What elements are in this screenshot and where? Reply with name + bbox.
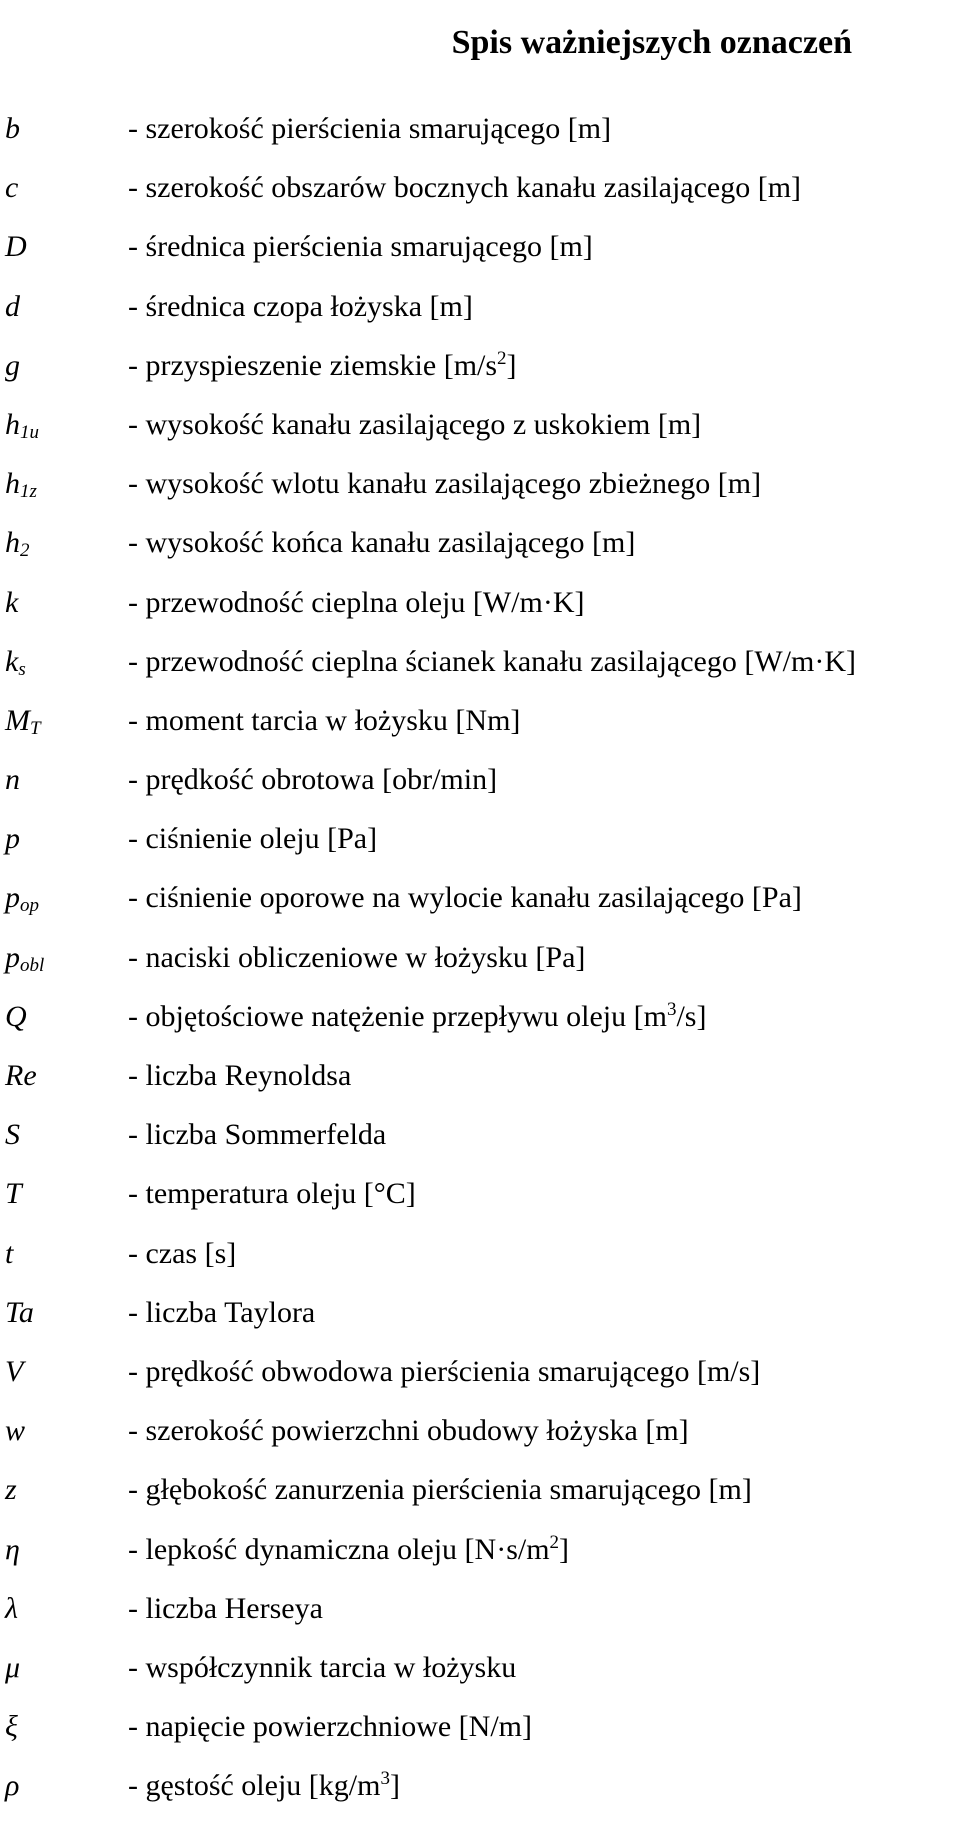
symbol-list xyxy=(0,109,960,1825)
symbol-description xyxy=(128,878,802,918)
description-suffix: ] xyxy=(559,1532,570,1566)
symbol-base: b xyxy=(5,112,20,145)
description-text: - liczba Taylora xyxy=(128,1295,316,1329)
symbol-subscript: s xyxy=(18,658,26,680)
description-text: - moment tarcia w łożysku [Nm] xyxy=(128,703,521,737)
symbol xyxy=(0,287,128,327)
symbol-base: w xyxy=(5,1414,26,1448)
symbol xyxy=(0,819,128,859)
symbol-subscript: T xyxy=(30,717,41,739)
description-text: - objętościowe natężenie przepływu oleju [m xyxy=(128,999,667,1033)
symbol-base: t xyxy=(5,1236,14,1270)
symbol xyxy=(0,523,128,563)
description-text: - ciśnienie oleju [Pa] xyxy=(128,822,378,856)
symbol-base: k xyxy=(5,585,19,619)
description-text: - naciski obliczeniowe w łożysku [Pa] xyxy=(128,940,586,974)
symbol-base: μ xyxy=(5,1650,21,1684)
symbol-description xyxy=(128,168,801,208)
symbol-description xyxy=(128,997,706,1037)
symbol-description xyxy=(128,346,517,386)
symbol-base: Q xyxy=(5,999,27,1033)
symbol xyxy=(0,878,128,918)
symbol-base: h xyxy=(5,407,20,441)
description-text: - prędkość obwodowa pierścienia smarującego [m/s] xyxy=(128,1354,761,1388)
symbol-row xyxy=(0,642,960,701)
page-title: Spis ważniejszych oznaczeń xyxy=(451,23,852,61)
symbol-description xyxy=(128,760,497,800)
symbol xyxy=(0,760,128,800)
symbol-description xyxy=(128,1411,689,1451)
symbol-description xyxy=(128,819,377,859)
description-text: - wysokość kanału zasilającego z uskokiem [m] xyxy=(128,407,702,441)
symbol-row xyxy=(0,938,960,997)
symbol-base: T xyxy=(5,1177,22,1211)
description-text: - liczba Sommerfelda xyxy=(128,1118,387,1152)
symbol xyxy=(0,1115,128,1155)
description-text: - ciśnienie oporowe na wylocie kanału zasilającego [Pa] xyxy=(128,881,802,915)
symbol-row xyxy=(0,1766,960,1825)
symbol-base: Ta xyxy=(5,1295,34,1329)
symbol-description xyxy=(128,701,520,741)
symbol xyxy=(0,938,128,978)
symbol-subscript: op xyxy=(20,895,39,917)
symbol xyxy=(0,1174,128,1214)
symbol-description xyxy=(128,1589,323,1629)
symbol xyxy=(0,642,128,682)
symbol-row xyxy=(0,1234,960,1293)
description-text: - napięcie powierzchniowe [N/m] xyxy=(128,1710,532,1744)
symbol xyxy=(0,1056,128,1096)
description-text: - średnica czopa łożyska [m] xyxy=(128,289,473,323)
symbol xyxy=(0,1352,128,1392)
description-suffix: ] xyxy=(506,348,517,382)
symbol-row xyxy=(0,583,960,642)
symbol-base: Re xyxy=(5,1059,37,1092)
description-text: - szerokość obszarów bocznych kanału zasilającego [m] xyxy=(128,171,802,205)
symbol xyxy=(0,997,128,1037)
symbol-base: D xyxy=(5,230,27,264)
symbol-subscript: 2 xyxy=(20,540,30,562)
symbol-base: ξ xyxy=(5,1710,18,1744)
symbol-subscript: obl xyxy=(20,954,45,976)
symbol xyxy=(0,701,128,741)
symbol-description xyxy=(128,1470,752,1510)
description-text: - prędkość obrotowa [obr/min] xyxy=(128,763,498,797)
description-text: - współczynnik tarcia w łożysku xyxy=(128,1650,517,1684)
symbol-description xyxy=(128,1234,236,1274)
symbol-description xyxy=(128,1766,400,1806)
symbol-description xyxy=(128,1530,569,1570)
symbol-base: S xyxy=(5,1118,20,1152)
symbol xyxy=(0,109,128,149)
symbol-description xyxy=(128,583,585,623)
symbol-row xyxy=(0,346,960,405)
symbol-description xyxy=(128,1056,351,1096)
symbol-description xyxy=(128,227,593,267)
unit-exponent: 3 xyxy=(666,998,677,1020)
symbol-row xyxy=(0,1589,960,1648)
description-text: - przyspieszenie ziemskie [m/s xyxy=(128,348,498,382)
symbol xyxy=(0,1470,128,1510)
symbol-row xyxy=(0,1174,960,1233)
symbol-description xyxy=(128,1293,315,1333)
symbol-row xyxy=(0,819,960,878)
symbol-base: η xyxy=(5,1532,20,1566)
symbol-row xyxy=(0,523,960,582)
symbol-base: h xyxy=(5,467,20,501)
symbol-row xyxy=(0,168,960,227)
symbol-description xyxy=(128,523,635,563)
symbol-row xyxy=(0,1411,960,1470)
symbol-base: z xyxy=(5,1473,17,1507)
description-text: - szerokość powierzchni obudowy łożyska [m] xyxy=(128,1414,689,1448)
description-text: - temperatura oleju [°C] xyxy=(128,1177,416,1211)
symbol-row xyxy=(0,997,960,1056)
unit-exponent: 2 xyxy=(497,347,507,369)
description-text: - średnica pierścienia smarującego [m] xyxy=(128,230,593,264)
symbol xyxy=(0,1293,128,1333)
symbol-base: g xyxy=(5,348,20,382)
symbol-row xyxy=(0,227,960,286)
symbol-base: c xyxy=(5,171,19,205)
symbol-row xyxy=(0,878,960,937)
symbol-description xyxy=(128,642,856,682)
symbol-description xyxy=(128,1648,516,1688)
description-suffix: ] xyxy=(389,1769,400,1803)
symbol-base: n xyxy=(5,763,20,797)
symbol xyxy=(0,405,128,445)
symbol-description xyxy=(128,464,761,504)
description-text: - gęstość oleju [kg/m xyxy=(128,1769,381,1803)
symbol-description xyxy=(128,1352,760,1392)
symbol-description xyxy=(128,1115,386,1155)
symbol xyxy=(0,1589,128,1629)
symbol-base: k xyxy=(5,644,19,678)
symbol-row xyxy=(0,405,960,464)
symbol-description xyxy=(128,938,585,978)
symbol xyxy=(0,1530,128,1570)
symbol-row xyxy=(0,1707,960,1766)
symbol-row xyxy=(0,1293,960,1352)
symbol xyxy=(0,1411,128,1451)
description-suffix: /s] xyxy=(676,999,707,1033)
symbol xyxy=(0,1234,128,1274)
symbol-base: p xyxy=(5,881,20,915)
symbol-base: ρ xyxy=(5,1769,20,1803)
description-text: - liczba Herseya xyxy=(128,1591,323,1625)
symbol-row xyxy=(0,1530,960,1589)
symbol xyxy=(0,464,128,504)
symbol-subscript: 1z xyxy=(20,481,37,503)
symbol-base: h xyxy=(5,526,20,560)
symbol xyxy=(0,583,128,623)
symbol-row xyxy=(0,1352,960,1411)
symbol-row xyxy=(0,1470,960,1529)
symbol-description xyxy=(128,1707,532,1747)
symbol-row xyxy=(0,701,960,760)
description-text: - wysokość wlotu kanału zasilającego zbieżnego [m] xyxy=(128,467,762,501)
symbol xyxy=(0,1648,128,1688)
symbol-row xyxy=(0,1648,960,1707)
symbol xyxy=(0,227,128,267)
symbol-row xyxy=(0,287,960,346)
description-text: - szerokość pierścienia smarującego [m] xyxy=(128,112,612,145)
unit-exponent: 2 xyxy=(549,1531,560,1553)
unit-exponent: 3 xyxy=(380,1768,390,1790)
symbol xyxy=(0,1707,128,1747)
description-text: - czas [s] xyxy=(128,1236,237,1270)
symbol-description xyxy=(128,1174,416,1214)
symbol xyxy=(0,168,128,208)
symbol xyxy=(0,1766,128,1806)
symbol-row xyxy=(0,464,960,523)
symbol-description xyxy=(128,405,701,445)
symbol-base: p xyxy=(5,940,20,974)
symbol-base: V xyxy=(5,1354,24,1388)
symbol-row xyxy=(0,760,960,819)
symbol-row xyxy=(0,109,960,168)
description-text: - głębokość zanurzenia pierścienia smarującego [m] xyxy=(128,1473,752,1507)
symbol-row xyxy=(0,1056,960,1115)
symbol xyxy=(0,346,128,386)
symbol-description xyxy=(128,287,473,327)
symbol-base: λ xyxy=(5,1591,18,1625)
symbol-base: M xyxy=(5,703,30,737)
symbol-description xyxy=(128,109,611,149)
description-text: - przewodność cieplna ścianek kanału zasilającego [W/m·K] xyxy=(128,644,856,678)
symbol-base: p xyxy=(5,822,20,856)
description-text: - wysokość końca kanału zasilającego [m] xyxy=(128,526,636,560)
description-text: - liczba Reynoldsa xyxy=(128,1059,352,1092)
symbol-row xyxy=(0,1115,960,1174)
description-text: - przewodność cieplna oleju [W/m·K] xyxy=(128,585,585,619)
symbol-subscript: 1u xyxy=(20,421,39,443)
symbol-base: d xyxy=(5,289,20,323)
description-text: - lepkość dynamiczna oleju [N·s/m xyxy=(128,1532,550,1566)
